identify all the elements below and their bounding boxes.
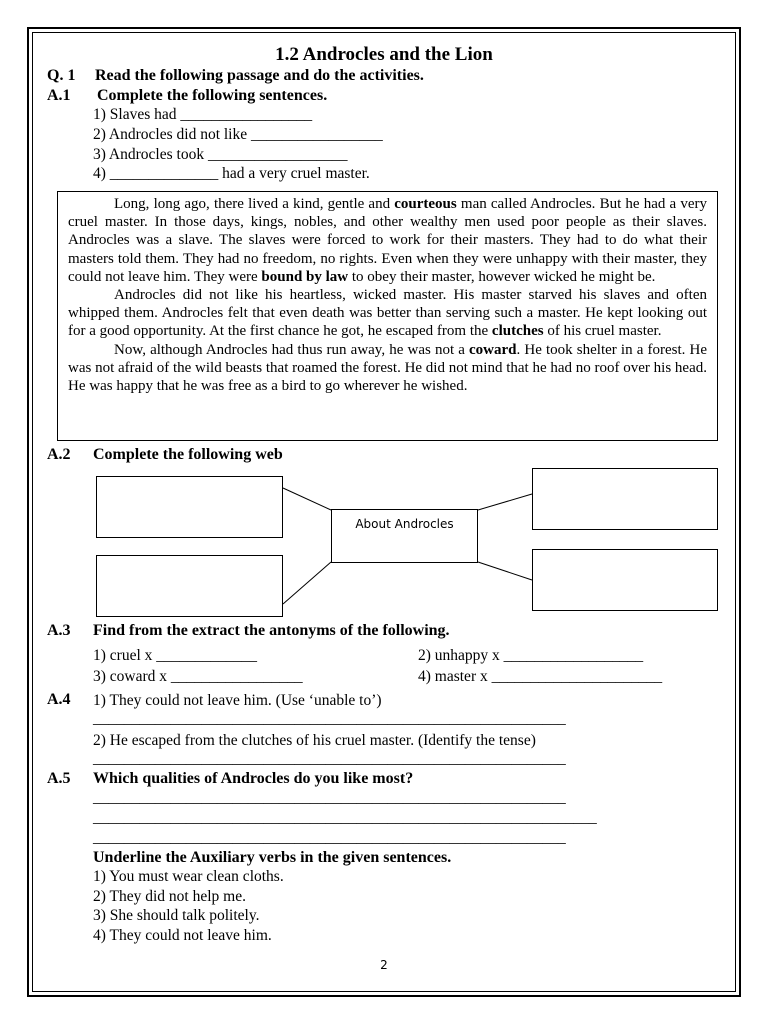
a2-number: A.2 xyxy=(47,446,71,463)
a3-instruction: Find from the extract the antonyms of the following. xyxy=(93,622,450,639)
a5-answer-line-1[interactable]: _____________________________________________________________ xyxy=(93,789,566,806)
web-answer-box-top-right[interactable] xyxy=(532,468,718,530)
passage-paragraph-2: Androcles did not like his heartless, wicked master. His master starved his slaves and often whipped them. Androcles felt that even death was better than serving such a master. He kept looking out for a good opportunity. At the first chance he got, he escaped from the clutches of his cruel master. xyxy=(68,287,707,340)
a3-item-4: 4) master x ______________________ xyxy=(418,668,663,685)
a1-instruction: Complete the following sentences. xyxy=(97,87,328,104)
a1-item-1: 1) Slaves had _________________ xyxy=(93,106,313,123)
a1-item-2: 2) Androcles did not like _________________ xyxy=(93,126,383,143)
web-answer-box-top-left[interactable] xyxy=(96,476,283,538)
a1-item-3: 3) Androcles took __________________ xyxy=(93,146,348,163)
a4-answer-line-2[interactable]: _____________________________________________________________ xyxy=(93,750,566,767)
a4-question-1: 1) They could not leave him. (Use ‘unable to’) xyxy=(93,692,382,709)
a5-number: A.5 xyxy=(47,770,71,787)
web-center-label: About Androcles xyxy=(355,517,454,531)
grammar-sentence-3: 3) She should talk politely. xyxy=(93,907,260,924)
passage-paragraph-3: Now, although Androcles had thus run away, he was not a coward. He took shelter in a forest. He was not afraid of the wild beasts that roamed the forest. He did not mind that he had no roof over his head. He was happy that he was free as a bird to go wherever he wished. xyxy=(68,341,707,395)
a5-answer-line-3[interactable]: _____________________________________________________________ xyxy=(93,829,566,846)
passage-paragraph-1: Long, long ago, there lived a kind, gentle and courteous man called Androcles. But he had a very cruel master. In those days, kings, nobles, and other wealthy men used poor people as their slaves. Androcles was a slave. The slaves were forced to work for their masters. They had to do what their masters told them. They had no freedom, no rights. Even when they were unhappy with their master, they could not leave him. They were bound by law to obey their master, however wicked he might be. xyxy=(68,196,707,285)
q1-number: Q. 1 xyxy=(47,67,76,84)
a4-answer-line-1[interactable]: _____________________________________________________________ xyxy=(93,710,566,727)
web-answer-box-bottom-right[interactable] xyxy=(532,549,718,611)
a5-question: Which qualities of Androcles do you like most? xyxy=(93,770,414,787)
a4-question-2: 2) He escaped from the clutches of his cruel master. (Identify the tense) xyxy=(93,732,536,749)
a4-number: A.4 xyxy=(47,691,71,708)
grammar-heading: Underline the Auxiliary verbs in the given sentences. xyxy=(93,849,452,866)
a1-item-4: 4) ______________ had a very cruel master. xyxy=(93,165,370,182)
web-answer-box-bottom-left[interactable] xyxy=(96,555,283,617)
a3-number: A.3 xyxy=(47,622,71,639)
web-center-box xyxy=(331,509,478,563)
page-title: 1.2 Androcles and the Lion xyxy=(275,44,493,65)
grammar-sentence-1: 1) You must wear clean cloths. xyxy=(93,868,284,885)
a1-number: A.1 xyxy=(47,87,71,104)
page-number: 2 xyxy=(380,958,388,972)
a2-instruction: Complete the following web xyxy=(93,446,283,463)
grammar-sentence-4: 4) They could not leave him. xyxy=(93,927,272,944)
a5-answer-line-2[interactable]: _________________________________________________________________ xyxy=(93,809,597,826)
grammar-sentence-2: 2) They did not help me. xyxy=(93,888,246,905)
a3-item-2: 2) unhappy x __________________ xyxy=(418,647,644,664)
q1-instruction: Read the following passage and do the activities. xyxy=(95,67,424,84)
a3-item-3: 3) coward x _________________ xyxy=(93,668,303,685)
a3-item-1: 1) cruel x _____________ xyxy=(93,647,258,664)
